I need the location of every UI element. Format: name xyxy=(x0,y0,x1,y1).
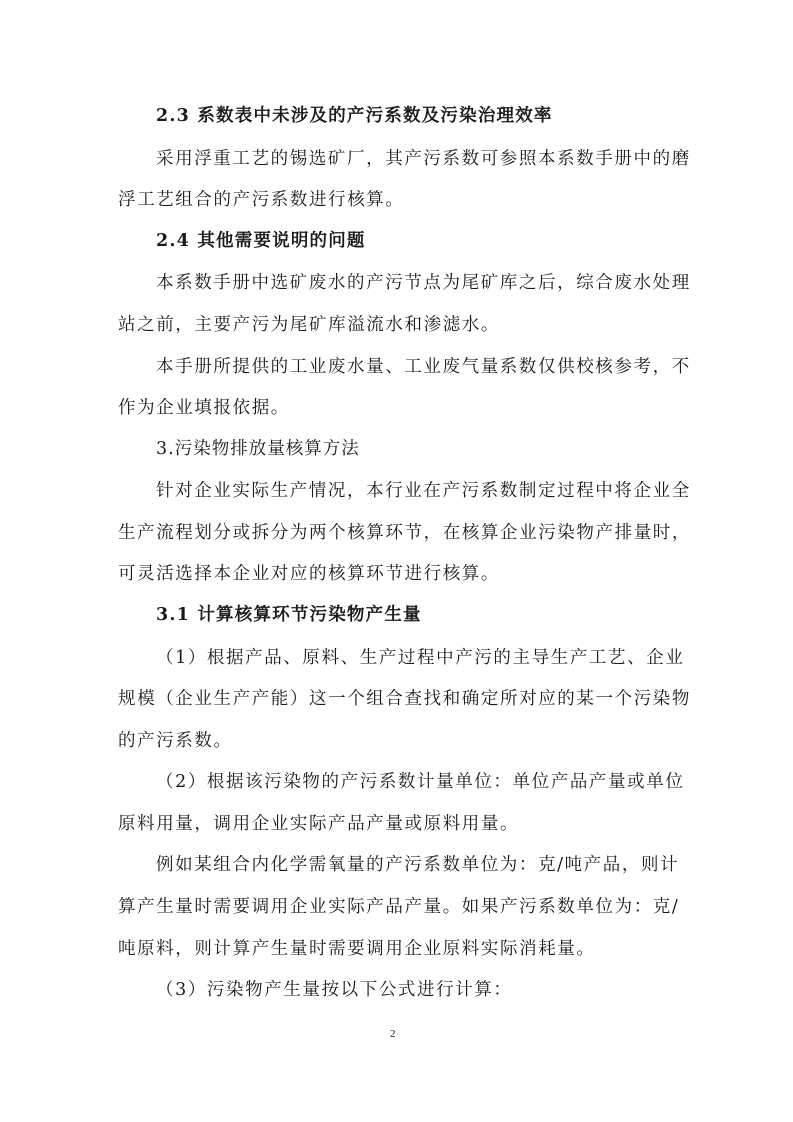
paragraph-line: 本手册所提供的工业废水量、工业废气量系数仅供校核参考，不 xyxy=(156,357,691,377)
section-heading-3-1: 3.1 计算核算环节污染物产生量 xyxy=(156,605,422,625)
paragraph-line: 生产流程划分或拆分为两个核算环节，在核算企业污染物产排量时， xyxy=(118,523,691,543)
paragraph-line: 例如某组合内化学需氧量的产污系数单位为：克/吨产品，则计 xyxy=(156,855,680,875)
paragraph-line: 本系数手册中选矿废水的产污节点为尾矿库之后，综合废水处理 xyxy=(156,273,691,293)
section-heading-3: 3.污染物排放量核算方法 xyxy=(156,439,360,459)
paragraph-line: 算产生量时需要调用企业实际产品产量。如果产污系数单位为：克/ xyxy=(118,897,680,917)
paragraph-line: 作为企业填报依据。 xyxy=(118,398,290,418)
paragraph-line: （3）污染物产生量按以下公式进行计算： xyxy=(156,980,513,1000)
paragraph-line: 规模（企业生产产能）这一个组合查找和确定所对应的某一个污染物 xyxy=(118,689,691,709)
paragraph-line: 可灵活选择本企业对应的核算环节进行核算。 xyxy=(118,564,500,584)
paragraph-line: 吨原料，则计算产生量时需要调用企业原料实际消耗量。 xyxy=(118,939,596,959)
paragraph-line: 浮工艺组合的产污系数进行核算。 xyxy=(118,190,405,210)
paragraph-line: 站之前，主要产污为尾矿库溢流水和渗滤水。 xyxy=(118,315,500,335)
section-heading-2-3: 2.3 系数表中未涉及的产污系数及污染治理效率 xyxy=(156,106,553,126)
paragraph-line: （2）根据该污染物的产污系数计量单位：单位产品产量或单位 xyxy=(156,772,685,792)
paragraph-line: 原料用量，调用企业实际产品产量或原料用量。 xyxy=(118,814,520,834)
paragraph-line: 采用浮重工艺的锡选矿厂，其产污系数可参照本系数手册中的磨 xyxy=(156,149,691,169)
paragraph-line: 针对企业实际生产情况，本行业在产污系数制定过程中将企业全 xyxy=(156,481,691,501)
paragraph-line: 的产污系数。 xyxy=(118,731,233,751)
paragraph-line: （1）根据产品、原料、生产过程中产污的主导生产工艺、企业 xyxy=(156,648,685,668)
page-number: 2 xyxy=(390,1028,396,1040)
section-heading-2-4: 2.4 其他需要说明的问题 xyxy=(156,231,366,251)
